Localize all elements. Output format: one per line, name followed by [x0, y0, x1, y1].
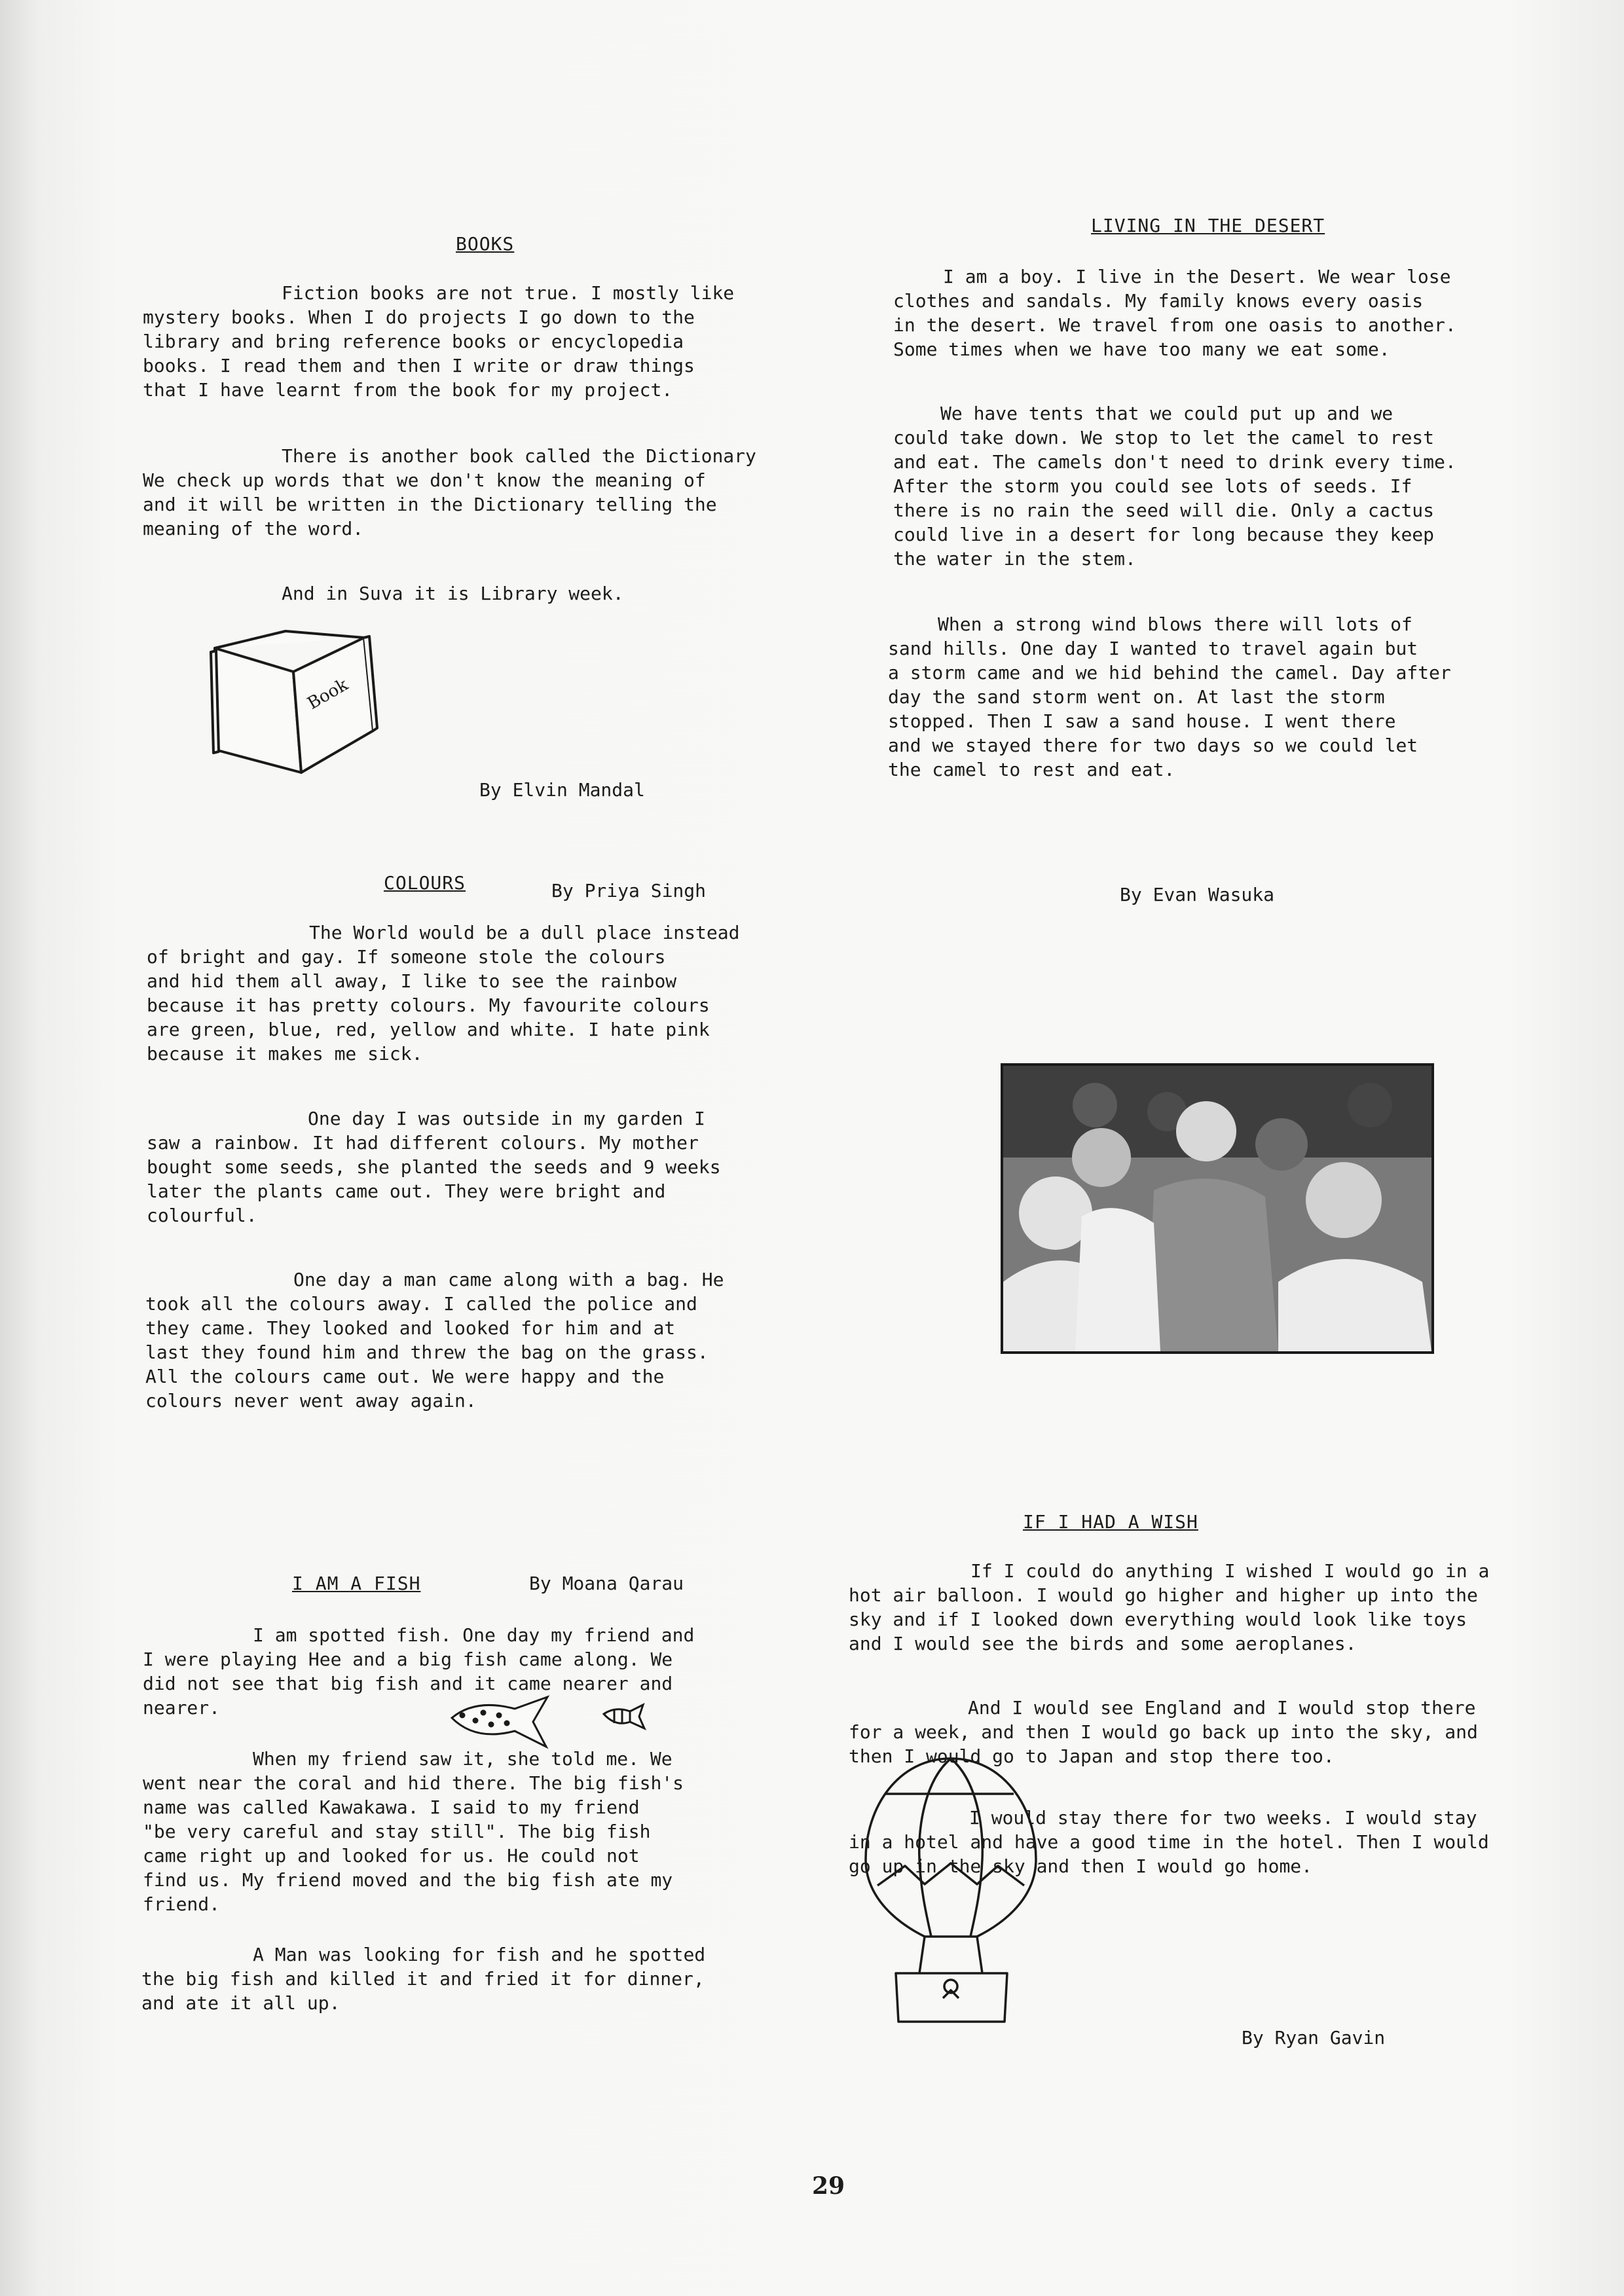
books-paragraph-1: Fiction books are not true. I mostly like mystery books. When I do projects I go down to the library and bring reference books or encyclopedia books. I read them and then I write or draw things that I have learnt from the book for my project.: [143, 282, 735, 401]
books-paragraph-2: There is another book called the Dictionary We check up words that we don't know the meaning of and it will be written in the Dictionary telling the meaning of the word.: [143, 445, 756, 539]
books-title: BOOKS: [456, 233, 515, 255]
colours-paragraph-3: One day a man came along with a bag. He took all the colours away. I called the police and they came. They looked and looked for him and at last they found him and threw the bag on the grass. All the colours came out. We were happy and the colours never went away again.: [145, 1269, 724, 1412]
desert-paragraph-3: When a strong wind blows there will lots of sand hills. One day I wanted to travel again but a storm came and we hid behind the camel. Day after day the sand storm went on. At last the storm stopped. Then I saw a sand house. I went there and we stayed there for two days so we could let the camel to rest and eat.: [888, 613, 1451, 780]
colours-title: COLOURS: [384, 872, 466, 894]
wish-paragraph-3: I would stay there for two weeks. I would stay in a hotel and have a good time in the hotel. Then I would go up in the sky and then I would go home.: [849, 1807, 1489, 1877]
children-photo: [1001, 1063, 1434, 1354]
children-photo-silhouettes: [1003, 1066, 1431, 1351]
wish-author: By Ryan Gavin: [1242, 2027, 1386, 2049]
desert-author: By Evan Wasuka: [1120, 884, 1275, 905]
books-paragraph-3: And in Suva it is Library week.: [282, 583, 624, 604]
book-drawing-label: Book: [304, 674, 352, 714]
wish-paragraph-1: If I could do anything I wished I would go in a hot air balloon. I would go higher and higher up into the sky and if I looked down everything would look like toys and I would see the birds and some aeroplanes.: [849, 1560, 1490, 1654]
fish-paragraph-2: When my friend saw it, she told me. We went near the coral and hid there. The big fish's name was called Kawakawa. I said to my friend "be very careful and stay still". The big fish came right up and looked for us. He could not find us. My friend moved and the big fish ate my friend.: [143, 1748, 684, 1915]
desert-paragraph-2: We have tents that we could put up and we could take down. We stop to let the camel to rest and eat. The camels don't need to drink every time. After the storm you could see lots of seeds. If there is no rain the seed will die. Only a cactus could live in a desert for long because they keep the water in the stem.: [893, 403, 1456, 570]
desert-title: LIVING IN THE DESERT: [1091, 215, 1325, 236]
colours-author: By Priya Singh: [551, 880, 707, 902]
fish-title: I AM A FISH: [292, 1573, 421, 1594]
desert-paragraph-1: I am a boy. I live in the Desert. We wear lose clothes and sandals. My family knows every oasis in the desert. We travel from one oasis to another. Some times when we have too many we eat some.: [893, 266, 1456, 360]
colours-paragraph-1: The World would be a dull place instead of bright and gay. If someone stole the colours and hid them all away, I like to see the rainbow because it has pretty colours. My favourite colours are green, blue, red, yellow and white. I hate pink because it makes me sick.: [147, 922, 740, 1065]
page-number: 29: [812, 2172, 845, 2200]
book-drawing: [208, 632, 378, 775]
fish-paragraph-1: I am spotted fish. One day my friend and I were playing Hee and a big fish came along. We did not see that big fish and it came nearer and nearer.: [143, 1624, 695, 1719]
hot-air-balloon-drawing: [859, 1755, 1043, 2023]
fish-author: By Moana Qarau: [529, 1573, 684, 1594]
fish-paragraph-3: A Man was looking for fish and he spotted the big fish and killed it and fried it for dinner, and ate it all up.: [141, 1944, 706, 2014]
books-author: By Elvin Mandal: [479, 779, 645, 801]
colours-paragraph-2: One day I was outside in my garden I saw a rainbow. It had different colours. My mother bought some seeds, she planted the seeds and 9 weeks later the plants came out. They were bright and colourful.: [147, 1108, 721, 1226]
wish-title: IF I HAD A WISH: [1023, 1511, 1198, 1533]
wish-paragraph-2: And I would see England and I would stop there for a week, and then I would go back up into the sky, and then I would go to Japan and stop there too.: [849, 1697, 1478, 1767]
fish-drawing: [449, 1694, 646, 1753]
